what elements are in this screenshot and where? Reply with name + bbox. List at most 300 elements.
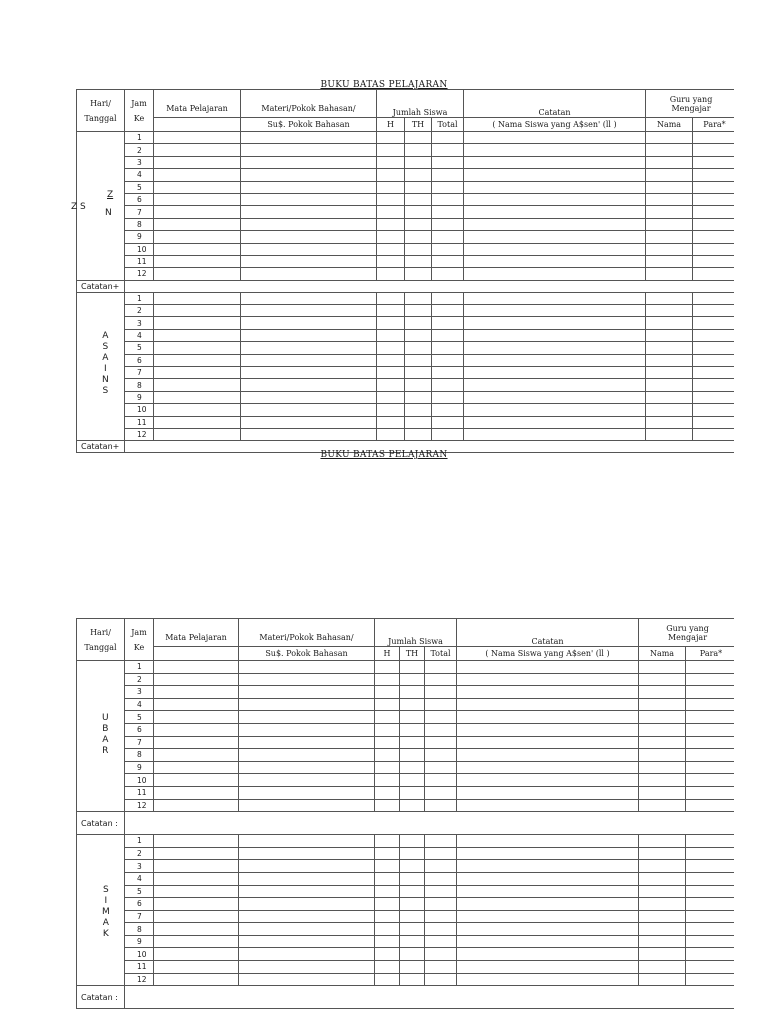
entry-cell[interactable] <box>693 268 737 280</box>
entry-cell[interactable] <box>400 910 425 923</box>
entry-cell[interactable] <box>432 255 464 267</box>
entry-cell[interactable] <box>239 698 375 711</box>
entry-cell[interactable] <box>154 416 241 428</box>
entry-cell[interactable] <box>377 416 405 428</box>
entry-cell[interactable] <box>405 404 432 416</box>
entry-cell[interactable] <box>400 835 425 848</box>
entry-cell[interactable] <box>464 391 646 403</box>
entry-cell[interactable] <box>377 404 405 416</box>
entry-cell[interactable] <box>400 973 425 986</box>
entry-cell[interactable] <box>377 379 405 391</box>
entry-cell[interactable] <box>375 774 400 787</box>
entry-cell[interactable] <box>400 786 425 799</box>
entry-cell[interactable] <box>639 799 686 812</box>
entry-cell[interactable] <box>646 292 693 304</box>
entry-cell[interactable] <box>241 367 377 379</box>
entry-cell[interactable] <box>639 673 686 686</box>
entry-cell[interactable] <box>432 416 464 428</box>
entry-cell[interactable] <box>432 354 464 366</box>
entry-cell[interactable] <box>457 898 639 911</box>
entry-cell[interactable] <box>241 132 377 144</box>
entry-cell[interactable] <box>154 961 239 974</box>
entry-cell[interactable] <box>239 961 375 974</box>
entry-cell[interactable] <box>154 218 241 230</box>
entry-cell[interactable] <box>425 723 457 736</box>
entry-cell[interactable] <box>464 231 646 243</box>
entry-cell[interactable] <box>686 961 737 974</box>
entry-cell[interactable] <box>639 786 686 799</box>
entry-cell[interactable] <box>239 973 375 986</box>
entry-cell[interactable] <box>400 673 425 686</box>
entry-cell[interactable] <box>377 156 405 168</box>
entry-cell[interactable] <box>154 799 239 812</box>
entry-cell[interactable] <box>405 132 432 144</box>
entry-cell[interactable] <box>464 428 646 440</box>
entry-cell[interactable] <box>154 206 241 218</box>
entry-cell[interactable] <box>400 749 425 762</box>
entry-cell[interactable] <box>375 872 400 885</box>
entry-cell[interactable] <box>405 181 432 193</box>
entry-cell[interactable] <box>239 885 375 898</box>
entry-cell[interactable] <box>457 872 639 885</box>
entry-cell[interactable] <box>432 169 464 181</box>
entry-cell[interactable] <box>400 898 425 911</box>
entry-cell[interactable] <box>377 132 405 144</box>
entry-cell[interactable] <box>646 132 693 144</box>
entry-cell[interactable] <box>154 786 239 799</box>
entry-cell[interactable] <box>377 268 405 280</box>
entry-cell[interactable] <box>400 961 425 974</box>
entry-cell[interactable] <box>377 354 405 366</box>
entry-cell[interactable] <box>686 698 737 711</box>
entry-cell[interactable] <box>241 156 377 168</box>
entry-cell[interactable] <box>457 723 639 736</box>
entry-cell[interactable] <box>686 948 737 961</box>
entry-cell[interactable] <box>377 181 405 193</box>
entry-cell[interactable] <box>646 428 693 440</box>
entry-cell[interactable] <box>693 206 737 218</box>
entry-cell[interactable] <box>646 404 693 416</box>
entry-cell[interactable] <box>646 255 693 267</box>
entry-cell[interactable] <box>693 379 737 391</box>
entry-cell[interactable] <box>639 923 686 936</box>
entry-cell[interactable] <box>154 156 241 168</box>
entry-cell[interactable] <box>154 835 239 848</box>
entry-cell[interactable] <box>686 686 737 699</box>
entry-cell[interactable] <box>464 243 646 255</box>
entry-cell[interactable] <box>400 711 425 724</box>
entry-cell[interactable] <box>241 181 377 193</box>
entry-cell[interactable] <box>154 935 239 948</box>
entry-cell[interactable] <box>693 255 737 267</box>
entry-cell[interactable] <box>457 698 639 711</box>
entry-cell[interactable] <box>377 391 405 403</box>
entry-cell[interactable] <box>686 860 737 873</box>
entry-cell[interactable] <box>646 329 693 341</box>
entry-cell[interactable] <box>241 206 377 218</box>
entry-cell[interactable] <box>457 973 639 986</box>
entry-cell[interactable] <box>464 292 646 304</box>
entry-cell[interactable] <box>154 243 241 255</box>
entry-cell[interactable] <box>646 305 693 317</box>
entry-cell[interactable] <box>686 847 737 860</box>
entry-cell[interactable] <box>154 723 239 736</box>
entry-cell[interactable] <box>400 736 425 749</box>
entry-cell[interactable] <box>646 416 693 428</box>
entry-cell[interactable] <box>646 342 693 354</box>
entry-cell[interactable] <box>639 860 686 873</box>
entry-cell[interactable] <box>646 354 693 366</box>
entry-cell[interactable] <box>639 898 686 911</box>
entry-cell[interactable] <box>239 923 375 936</box>
entry-cell[interactable] <box>377 428 405 440</box>
entry-cell[interactable] <box>646 243 693 255</box>
entry-cell[interactable] <box>457 673 639 686</box>
entry-cell[interactable] <box>154 193 241 205</box>
entry-cell[interactable] <box>686 799 737 812</box>
entry-cell[interactable] <box>639 847 686 860</box>
entry-cell[interactable] <box>464 342 646 354</box>
entry-cell[interactable] <box>375 860 400 873</box>
entry-cell[interactable] <box>239 847 375 860</box>
entry-cell[interactable] <box>686 736 737 749</box>
entry-cell[interactable] <box>377 255 405 267</box>
entry-cell[interactable] <box>154 255 241 267</box>
entry-cell[interactable] <box>693 181 737 193</box>
entry-cell[interactable] <box>693 218 737 230</box>
entry-cell[interactable] <box>154 898 239 911</box>
entry-cell[interactable] <box>239 860 375 873</box>
catatan-field[interactable] <box>125 986 737 1009</box>
entry-cell[interactable] <box>241 218 377 230</box>
entry-cell[interactable] <box>464 268 646 280</box>
entry-cell[interactable] <box>154 144 241 156</box>
entry-cell[interactable] <box>405 416 432 428</box>
entry-cell[interactable] <box>432 379 464 391</box>
entry-cell[interactable] <box>405 391 432 403</box>
entry-cell[interactable] <box>375 749 400 762</box>
entry-cell[interactable] <box>693 231 737 243</box>
entry-cell[interactable] <box>425 948 457 961</box>
entry-cell[interactable] <box>405 156 432 168</box>
entry-cell[interactable] <box>457 948 639 961</box>
entry-cell[interactable] <box>425 835 457 848</box>
entry-cell[interactable] <box>464 416 646 428</box>
entry-cell[interactable] <box>400 923 425 936</box>
entry-cell[interactable] <box>425 686 457 699</box>
entry-cell[interactable] <box>425 847 457 860</box>
entry-cell[interactable] <box>400 860 425 873</box>
entry-cell[interactable] <box>457 910 639 923</box>
entry-cell[interactable] <box>432 231 464 243</box>
entry-cell[interactable] <box>154 391 241 403</box>
entry-cell[interactable] <box>405 169 432 181</box>
entry-cell[interactable] <box>377 329 405 341</box>
entry-cell[interactable] <box>646 317 693 329</box>
entry-cell[interactable] <box>464 354 646 366</box>
entry-cell[interactable] <box>693 329 737 341</box>
entry-cell[interactable] <box>239 723 375 736</box>
entry-cell[interactable] <box>154 711 239 724</box>
entry-cell[interactable] <box>375 973 400 986</box>
entry-cell[interactable] <box>464 329 646 341</box>
entry-cell[interactable] <box>425 761 457 774</box>
entry-cell[interactable] <box>154 736 239 749</box>
entry-cell[interactable] <box>377 342 405 354</box>
entry-cell[interactable] <box>464 218 646 230</box>
entry-cell[interactable] <box>464 132 646 144</box>
entry-cell[interactable] <box>241 144 377 156</box>
entry-cell[interactable] <box>239 749 375 762</box>
entry-cell[interactable] <box>377 144 405 156</box>
entry-cell[interactable] <box>377 218 405 230</box>
entry-cell[interactable] <box>154 749 239 762</box>
entry-cell[interactable] <box>154 292 241 304</box>
entry-cell[interactable] <box>154 923 239 936</box>
entry-cell[interactable] <box>457 686 639 699</box>
entry-cell[interactable] <box>639 749 686 762</box>
entry-cell[interactable] <box>377 305 405 317</box>
entry-cell[interactable] <box>646 144 693 156</box>
entry-cell[interactable] <box>464 206 646 218</box>
entry-cell[interactable] <box>686 973 737 986</box>
entry-cell[interactable] <box>646 379 693 391</box>
entry-cell[interactable] <box>432 132 464 144</box>
entry-cell[interactable] <box>375 673 400 686</box>
entry-cell[interactable] <box>375 923 400 936</box>
entry-cell[interactable] <box>693 391 737 403</box>
entry-cell[interactable] <box>686 774 737 787</box>
entry-cell[interactable] <box>241 416 377 428</box>
entry-cell[interactable] <box>686 910 737 923</box>
entry-cell[interactable] <box>405 255 432 267</box>
entry-cell[interactable] <box>400 935 425 948</box>
entry-cell[interactable] <box>457 961 639 974</box>
entry-cell[interactable] <box>405 329 432 341</box>
entry-cell[interactable] <box>241 342 377 354</box>
entry-cell[interactable] <box>154 673 239 686</box>
entry-cell[interactable] <box>693 144 737 156</box>
entry-cell[interactable] <box>425 749 457 762</box>
entry-cell[interactable] <box>464 255 646 267</box>
entry-cell[interactable] <box>154 367 241 379</box>
entry-cell[interactable] <box>375 910 400 923</box>
entry-cell[interactable] <box>375 799 400 812</box>
entry-cell[interactable] <box>432 243 464 255</box>
entry-cell[interactable] <box>400 872 425 885</box>
entry-cell[interactable] <box>377 193 405 205</box>
entry-cell[interactable] <box>154 661 239 674</box>
entry-cell[interactable] <box>241 243 377 255</box>
entry-cell[interactable] <box>693 292 737 304</box>
entry-cell[interactable] <box>241 428 377 440</box>
entry-cell[interactable] <box>432 218 464 230</box>
entry-cell[interactable] <box>154 872 239 885</box>
entry-cell[interactable] <box>154 132 241 144</box>
entry-cell[interactable] <box>686 749 737 762</box>
entry-cell[interactable] <box>693 317 737 329</box>
entry-cell[interactable] <box>239 910 375 923</box>
entry-cell[interactable] <box>154 428 241 440</box>
entry-cell[interactable] <box>377 243 405 255</box>
entry-cell[interactable] <box>377 231 405 243</box>
entry-cell[interactable] <box>686 673 737 686</box>
entry-cell[interactable] <box>432 292 464 304</box>
entry-cell[interactable] <box>693 404 737 416</box>
entry-cell[interactable] <box>425 799 457 812</box>
entry-cell[interactable] <box>154 404 241 416</box>
entry-cell[interactable] <box>464 169 646 181</box>
entry-cell[interactable] <box>400 661 425 674</box>
entry-cell[interactable] <box>239 935 375 948</box>
entry-cell[interactable] <box>425 860 457 873</box>
entry-cell[interactable] <box>432 144 464 156</box>
entry-cell[interactable] <box>405 144 432 156</box>
entry-cell[interactable] <box>639 948 686 961</box>
entry-cell[interactable] <box>425 923 457 936</box>
entry-cell[interactable] <box>375 948 400 961</box>
entry-cell[interactable] <box>639 661 686 674</box>
entry-cell[interactable] <box>464 317 646 329</box>
entry-cell[interactable] <box>375 935 400 948</box>
entry-cell[interactable] <box>639 872 686 885</box>
entry-cell[interactable] <box>686 711 737 724</box>
entry-cell[interactable] <box>432 342 464 354</box>
entry-cell[interactable] <box>400 799 425 812</box>
entry-cell[interactable] <box>241 391 377 403</box>
entry-cell[interactable] <box>377 367 405 379</box>
entry-cell[interactable] <box>457 935 639 948</box>
entry-cell[interactable] <box>432 404 464 416</box>
entry-cell[interactable] <box>400 948 425 961</box>
entry-cell[interactable] <box>405 231 432 243</box>
entry-cell[interactable] <box>686 885 737 898</box>
entry-cell[interactable] <box>154 686 239 699</box>
entry-cell[interactable] <box>239 736 375 749</box>
entry-cell[interactable] <box>432 391 464 403</box>
entry-cell[interactable] <box>241 404 377 416</box>
entry-cell[interactable] <box>239 673 375 686</box>
entry-cell[interactable] <box>464 144 646 156</box>
entry-cell[interactable] <box>639 935 686 948</box>
entry-cell[interactable] <box>457 749 639 762</box>
entry-cell[interactable] <box>646 156 693 168</box>
entry-cell[interactable] <box>375 847 400 860</box>
entry-cell[interactable] <box>464 181 646 193</box>
entry-cell[interactable] <box>646 367 693 379</box>
entry-cell[interactable] <box>154 973 239 986</box>
entry-cell[interactable] <box>432 317 464 329</box>
entry-cell[interactable] <box>464 305 646 317</box>
entry-cell[interactable] <box>686 761 737 774</box>
entry-cell[interactable] <box>400 847 425 860</box>
entry-cell[interactable] <box>154 169 241 181</box>
entry-cell[interactable] <box>154 847 239 860</box>
entry-cell[interactable] <box>464 379 646 391</box>
entry-cell[interactable] <box>639 698 686 711</box>
entry-cell[interactable] <box>154 317 241 329</box>
entry-cell[interactable] <box>239 761 375 774</box>
entry-cell[interactable] <box>686 923 737 936</box>
entry-cell[interactable] <box>375 661 400 674</box>
entry-cell[interactable] <box>375 761 400 774</box>
entry-cell[interactable] <box>457 860 639 873</box>
entry-cell[interactable] <box>405 367 432 379</box>
entry-cell[interactable] <box>154 698 239 711</box>
entry-cell[interactable] <box>241 255 377 267</box>
entry-cell[interactable] <box>646 268 693 280</box>
entry-cell[interactable] <box>646 169 693 181</box>
entry-cell[interactable] <box>693 354 737 366</box>
entry-cell[interactable] <box>241 292 377 304</box>
entry-cell[interactable] <box>154 774 239 787</box>
entry-cell[interactable] <box>239 898 375 911</box>
entry-cell[interactable] <box>154 354 241 366</box>
entry-cell[interactable] <box>375 698 400 711</box>
entry-cell[interactable] <box>425 661 457 674</box>
entry-cell[interactable] <box>405 379 432 391</box>
entry-cell[interactable] <box>425 786 457 799</box>
entry-cell[interactable] <box>639 736 686 749</box>
entry-cell[interactable] <box>405 243 432 255</box>
entry-cell[interactable] <box>457 835 639 848</box>
entry-cell[interactable] <box>457 711 639 724</box>
entry-cell[interactable] <box>425 673 457 686</box>
entry-cell[interactable] <box>375 786 400 799</box>
catatan-field[interactable] <box>125 812 737 835</box>
entry-cell[interactable] <box>432 305 464 317</box>
entry-cell[interactable] <box>686 661 737 674</box>
entry-cell[interactable] <box>377 169 405 181</box>
entry-cell[interactable] <box>693 428 737 440</box>
entry-cell[interactable] <box>239 786 375 799</box>
entry-cell[interactable] <box>432 156 464 168</box>
entry-cell[interactable] <box>432 329 464 341</box>
entry-cell[interactable] <box>639 723 686 736</box>
entry-cell[interactable] <box>425 910 457 923</box>
entry-cell[interactable] <box>686 835 737 848</box>
entry-cell[interactable] <box>375 711 400 724</box>
entry-cell[interactable] <box>400 761 425 774</box>
entry-cell[interactable] <box>375 686 400 699</box>
entry-cell[interactable] <box>154 268 241 280</box>
entry-cell[interactable] <box>241 354 377 366</box>
entry-cell[interactable] <box>375 961 400 974</box>
entry-cell[interactable] <box>239 774 375 787</box>
entry-cell[interactable] <box>239 835 375 848</box>
entry-cell[interactable] <box>239 948 375 961</box>
entry-cell[interactable] <box>405 268 432 280</box>
entry-cell[interactable] <box>457 774 639 787</box>
entry-cell[interactable] <box>241 193 377 205</box>
entry-cell[interactable] <box>693 342 737 354</box>
entry-cell[interactable] <box>154 948 239 961</box>
entry-cell[interactable] <box>646 391 693 403</box>
entry-cell[interactable] <box>639 686 686 699</box>
entry-cell[interactable] <box>425 973 457 986</box>
entry-cell[interactable] <box>241 169 377 181</box>
entry-cell[interactable] <box>375 885 400 898</box>
entry-cell[interactable] <box>377 317 405 329</box>
entry-cell[interactable] <box>241 231 377 243</box>
entry-cell[interactable] <box>425 935 457 948</box>
entry-cell[interactable] <box>432 428 464 440</box>
entry-cell[interactable] <box>464 156 646 168</box>
entry-cell[interactable] <box>686 723 737 736</box>
entry-cell[interactable] <box>375 723 400 736</box>
entry-cell[interactable] <box>400 885 425 898</box>
entry-cell[interactable] <box>639 973 686 986</box>
